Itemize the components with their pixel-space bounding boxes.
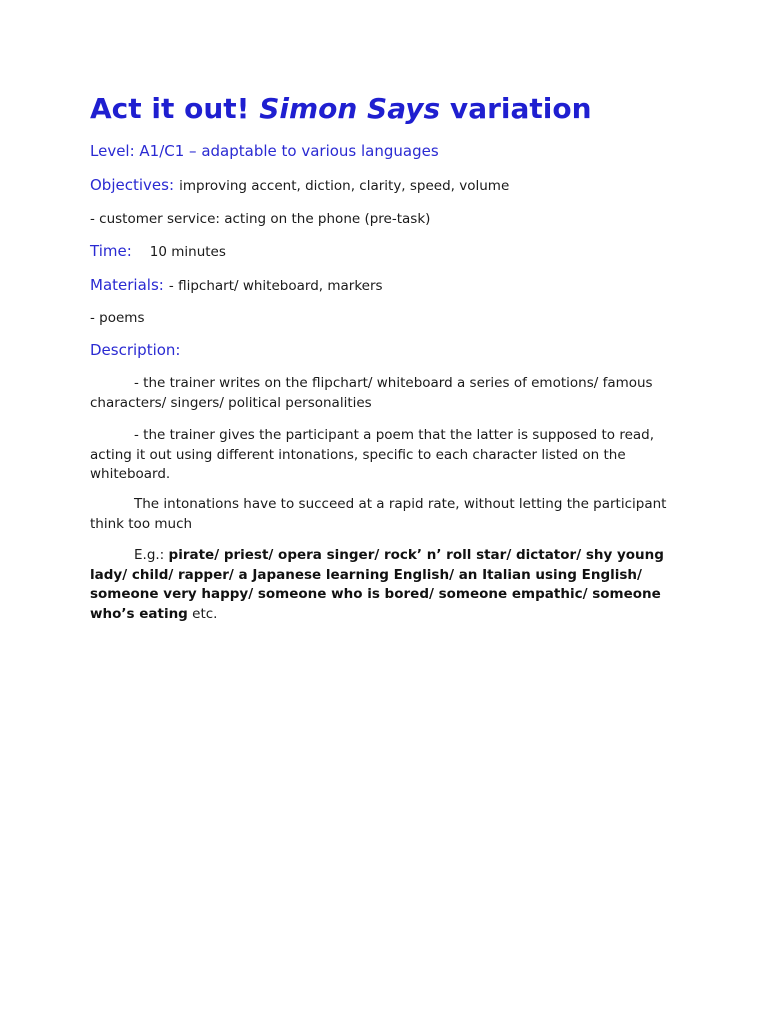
- description-paragraph-2: - the trainer gives the participant a poem that the latter is supposed to read, acting it out using different intonations, specific to each character listed on the whiteboard.: [90, 427, 655, 482]
- description-paragraph-3: The intonations have to succeed at a rapid rate, without letting the participant think too much: [90, 496, 667, 532]
- objectives-label: Objectives:: [90, 176, 174, 194]
- materials-value: - flipchart/ whiteboard, markers: [168, 278, 383, 294]
- examples-prefix: E.g.:: [134, 547, 169, 563]
- examples-suffix: etc.: [187, 605, 218, 622]
- title-part-2-italic: Simon Says: [259, 92, 441, 125]
- level-heading: Level: A1/C1 – adaptable to various languages: [90, 142, 439, 160]
- objectives-extra: - customer service: acting on the phone (pre-task): [90, 211, 431, 227]
- description-paragraph-1: - the trainer writes on the flipchart/ whiteboard a series of emotions/ famous characters/ singers/ political personalities: [90, 375, 653, 411]
- objectives-value: improving accent, diction, clarity, speed, volume: [179, 178, 510, 194]
- document-content: [90, 86, 690, 622]
- page-title: [90, 86, 690, 132]
- objectives-line: [90, 175, 509, 196]
- examples-paragraph: [90, 546, 690, 624]
- time-value: 10 minutes: [149, 244, 226, 260]
- materials-extra: - poems: [90, 310, 145, 326]
- title-part-3: variation: [440, 92, 592, 125]
- time-line: [90, 241, 226, 262]
- materials-label: Materials:: [90, 276, 164, 294]
- time-label: Time:: [90, 242, 132, 260]
- title-part-1: Act it out!: [90, 92, 260, 125]
- examples-list: pirate/ priest/ opera singer/ rock’ n’ roll star/ dictator/ shy young lady/ child/ rapper/ a Japanese learning English/ an Italian using English/ someone very happy/ someone who is bored/ someone empathic/ someone who’s eating: [90, 547, 664, 622]
- description-heading: Description:: [90, 341, 181, 359]
- materials-line: [90, 275, 383, 296]
